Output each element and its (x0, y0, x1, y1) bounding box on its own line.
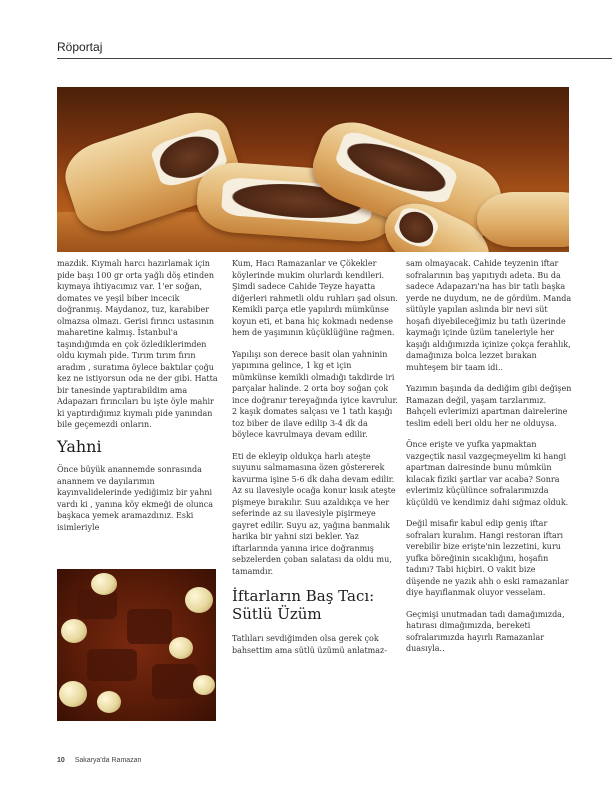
onion (185, 587, 213, 613)
column-1 (57, 258, 223, 543)
header-rule (57, 58, 612, 59)
page-number: 10 (57, 757, 65, 764)
onion (97, 691, 121, 713)
stew-image (57, 569, 216, 721)
column-3 (406, 258, 572, 665)
heading-yahni: Yahni (57, 436, 102, 456)
onion (169, 637, 193, 659)
paragraph: Yapılışı son derece basit olan yahninin yapımına gelince, 1 kg et için mümkünse kemikli olmadığı takdirde iri parçalar halinde. 2 orta boy soğan çok ince doğranır tereyağında iyice kavrulur. 2 kaşık domates salçası ve 1 tatlı kaşığı toz biber de ilave edilip 3-4 dk da böylece kavrulmaya devam edilir. (232, 349, 398, 439)
section-title: Röportaj (57, 40, 103, 54)
pastry (477, 192, 569, 247)
paragraph: sam olmayacak. Cahide teyzenin iftar sofralarının baş yapıtıydı adeta. Bu da sadece Adapazarı'na has bir tatlı başka yerde ne duydum, ne de gördüm. Manda sütüyle yapılan aslında bir nevi süt hoşafı diyebileceğimiz bu tatlı üzerinde kaymağı içinde üzüm taneleriyle her kaşığı aldığımızda içinize çokça ferahlık, damağınıza bolca lezzet bırakan muhteşem bir taam idi.. (406, 259, 572, 372)
paragraph: Tatlıları sevdiğimden olsa gerek çok bahsettim ama sütlü üzümü anlatmaz- (232, 634, 387, 655)
paragraph: Önce erişte ve yufka yapmaktan vazgeçtik nasıl vazgeçmeyelim ki hangi apartman dairesinde bunu mümkün kılacak fiziki şartlar var acaba? Sonra evlerimiz küçülünce sofralarımızda küçüldü ve kendimiz dahi sığmaz olduk. (406, 440, 569, 507)
onion (61, 619, 87, 643)
paragraph: Geçmişi unutmadan tadı damağımızda, hatırası dimağımızda, bereketi sofralarımızda hayırlı Ramazanlar duasıyla.. (406, 609, 565, 653)
paragraph: Yazımın başında da dediğim gibi değişen Ramazan değil, yaşam tarzlarımız. Bahçeli evlerimizi apartman dairelerine teslim edeli beri oldu her ne olduysa. (406, 384, 572, 428)
publication-name: Sakarya'da Ramazan (74, 757, 142, 764)
onion (193, 675, 215, 695)
paragraph: mazdık. Kıymalı harcı hazırlamak için pide başı 100 gr orta yağlı döş etinden kıymaya ihtiyacımız var. 1'er soğan, domates ve yeşil biber incecik doğranmış. Maydanoz, tuz, karabiber olmazsa olmazı. Gerisi fırıncı ustasının maharetine kalmış. İstanbul'a taşındığımda en çok özlediklerimden oldu kıymalı pide. Tırım tırım fırın aradım , suratıma öylece baktılar çoğu kez ne istiyorsun oda ne der gibi. Hatta bir tanesinde yaptırabildim ama Adapazarı fırıncıları bu işte öyle mahir ki yaptırdığımız kıymalı pide yanından bile geçemezdi onların. (57, 259, 218, 429)
heading-iftar (232, 587, 398, 623)
page-footer (57, 757, 141, 764)
paragraph: Kum, Hacı Ramazanlar ve Çökekler köylerinde mukim olurlardı kendileri. Şimdi sadece Cahide Teyze hayatta diğerleri rahmetli oldu ruhları şad olsun. Kemikli parça etle yapılırdı mümkünse koyun eti, et bana hiç kokmadı nedense hem de yaşımının küçüklüğüne rağmen. (232, 259, 398, 337)
column-2 (232, 258, 398, 666)
paragraph: Eti de ekleyip oldukça harlı ateşte suyunu salmamasına özen göstererek kavurma işine 5-6 dk daha devam edilir. Az su ilavesiyle ocağa konur kısık ateşte pişmeye bırakılır. Suu azaldıkça ve her seferinde az su ilavesiyle pişirmeye gayret edilir. Suyu az, yağına banmalık harika bir yahni sizi bekler. Yaz iftarlarında yanına irice doğranmış sebzelerden çoban salatası da oldu mu, tamamdır. (232, 451, 396, 576)
paragraph: Önce büyük anannemde sonrasında anannem ve dayılarımın kayınvalidelerinde yediğimiz bir yahni vardı ki , yanına köy ekmeği de olunca başkaca yemek aramazdınız. Eski isimleriyle (57, 465, 214, 532)
paragraph: Değil misafir kabul edip geniş iftar sofraları kuralım. Hangi restoran iftarı verebilir bize erişte'nin lezzetini, kuru yufka böreğinin sıcaklığını, hoşafın tadını? Tabi hiçbiri. O vakit bize düşende ne yazık ahh o eski ramazanlar diye hayıflanmak oluyor vesselam. (406, 519, 569, 597)
onion (91, 573, 117, 595)
hero-image (57, 87, 569, 252)
heading-line: Sütlü Üzüm (232, 605, 322, 623)
heading-line: İftarların Baş Tacı: (232, 587, 375, 605)
onion (59, 681, 87, 707)
